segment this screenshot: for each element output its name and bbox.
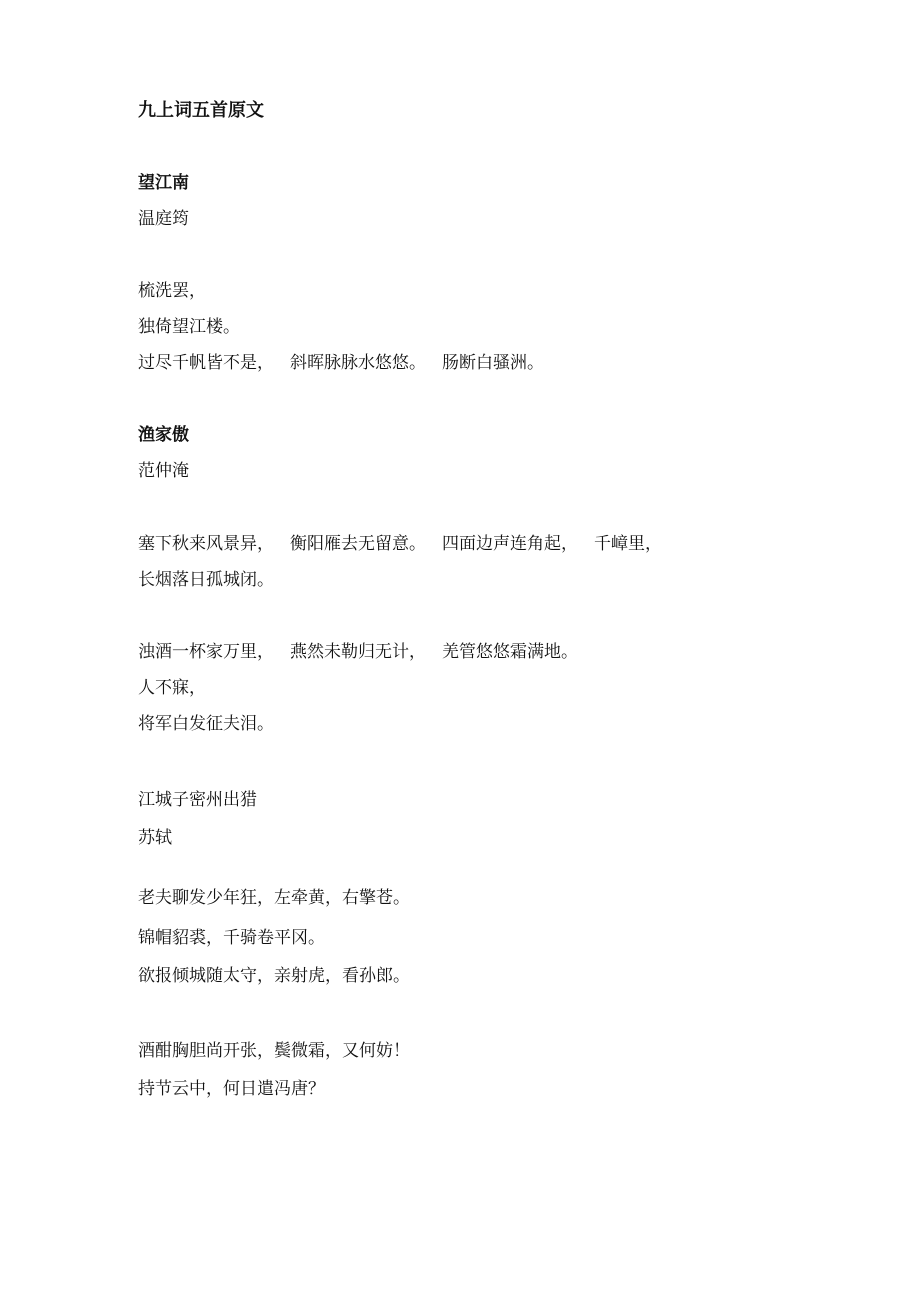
line-segment: 人不寐，: [138, 678, 206, 698]
line-segment: 四面边声连角起，: [442, 534, 578, 554]
poem-title-yujiaao: 渔家傲: [138, 425, 189, 445]
poem-line: [138, 713, 274, 735]
line-segment: 过尽千帆皆不是，: [138, 353, 274, 373]
poem-title-jiangchengzi: 江城子密州出猎: [138, 790, 257, 810]
line-segment: 羌管悠悠霜满地。: [442, 642, 578, 662]
poem-line: 老夫聊发少年狂，左牵黄，右擎苍。: [138, 888, 410, 908]
document-title: 九上词五首原文: [138, 100, 264, 121]
poem-title-wangjiangnan: 望江南: [138, 173, 189, 193]
line-segment: 千嶂里，: [594, 534, 662, 554]
poem-line: [138, 280, 206, 302]
line-segment: 肠断白骚洲。: [442, 353, 544, 373]
line-segment: 长烟落日孤城闭。: [138, 570, 274, 590]
line-segment: 浊酒一杯家万里，: [138, 642, 274, 662]
poem-line: 锦帽貂裘，千骑卷平冈。: [138, 928, 325, 948]
poem-line: [138, 533, 662, 555]
line-segment: 斜晖脉脉水悠悠。: [290, 353, 426, 373]
line-segment: 梳洗罢，: [138, 281, 206, 301]
poem-author: 苏轼: [138, 828, 172, 848]
poem-line: [138, 677, 206, 699]
line-segment: 独倚望江楼。: [138, 317, 240, 337]
line-segment: 燕然未勒归无计，: [290, 642, 426, 662]
poem-line: [138, 352, 544, 374]
poem-line: [138, 316, 240, 338]
poem-line: [138, 569, 274, 591]
line-segment: 衡阳雁去无留意。: [290, 534, 426, 554]
poem-line: 酒酣胸胆尚开张，鬓微霜，又何妨！: [138, 1041, 410, 1061]
poem-line: [138, 641, 578, 663]
poem-line: 持节云中，何日遣冯唐？: [138, 1079, 325, 1099]
line-segment: 塞下秋来风景异，: [138, 534, 274, 554]
poem-author: 温庭筠: [138, 209, 189, 229]
poem-line: 欲报倾城随太守，亲射虎，看孙郎。: [138, 966, 410, 986]
line-segment: 将军白发征夫泪。: [138, 714, 274, 734]
poem-author: 范仲淹: [138, 461, 189, 481]
